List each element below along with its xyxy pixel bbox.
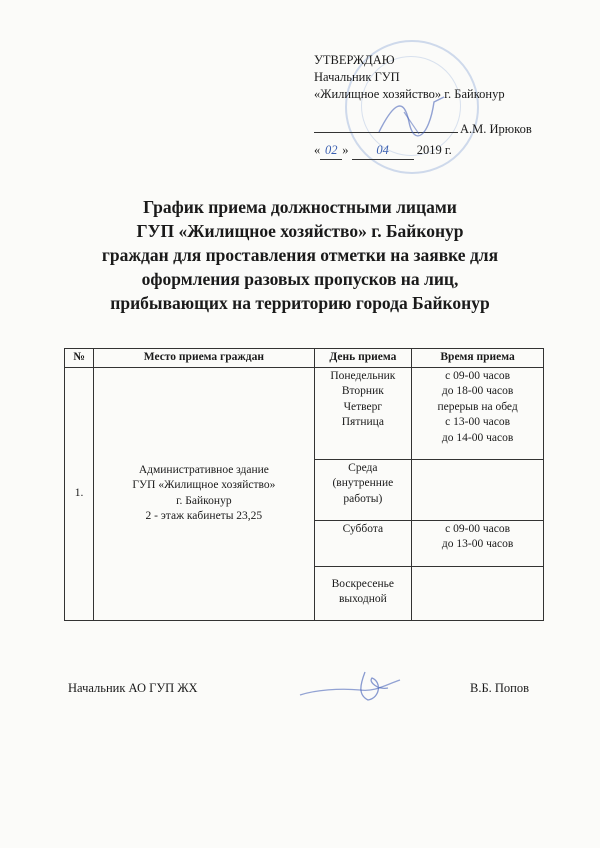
- approval-position: Начальник ГУП: [314, 70, 400, 84]
- table-header-row: [65, 349, 544, 368]
- schedule-table: [64, 348, 544, 621]
- row-number: 1.: [65, 367, 94, 620]
- reception-time: [412, 367, 544, 459]
- reception-days: [314, 367, 412, 459]
- table-row: [65, 367, 544, 459]
- time-line: до 13-00 часов: [441, 538, 514, 550]
- reception-time-empty: [412, 459, 544, 520]
- approval-signature-icon: [374, 92, 454, 142]
- approval-date: « 02 » 04 2019 г.: [314, 142, 452, 160]
- reception-days: [314, 566, 412, 620]
- day-line: Вторник: [341, 385, 384, 397]
- title-line-2: ГУП «Жилищное хозяйство» г. Байконур: [136, 221, 464, 241]
- title-line-3: граждан для проставления отметки на заявке для: [101, 245, 499, 265]
- reception-place: [94, 367, 314, 620]
- time-line: с 09-00 часов: [445, 369, 510, 382]
- day-line: Среда: [348, 461, 378, 474]
- time-line: до 18-00 часов: [441, 385, 514, 397]
- place-line: ГУП «Жилищное хозяйство»: [132, 479, 276, 491]
- day-line: Воскресенье: [331, 577, 395, 590]
- day-line: Понедельник: [330, 369, 396, 382]
- place-line: 2 - этаж кабинеты 23,25: [145, 510, 263, 522]
- header-place: Место приема граждан: [94, 349, 314, 368]
- time-line: до 14-00 часов: [441, 431, 514, 444]
- header-day: День приема: [314, 349, 412, 368]
- approval-signer-name: А.М. Ирюков: [460, 122, 532, 136]
- day-line: выходной: [338, 593, 387, 605]
- title-line-5: прибывающих на территорию города Байконур: [110, 293, 490, 313]
- footer-signature-icon: [290, 660, 410, 710]
- time-line: с 13-00 часов: [445, 416, 510, 428]
- approval-date-day: 02: [320, 142, 342, 160]
- day-line: (внутренние: [332, 477, 394, 489]
- approval-date-month: 04: [352, 142, 414, 160]
- day-line: Пятница: [341, 416, 384, 428]
- approval-heading: УТВЕРЖДАЮ: [314, 53, 395, 67]
- reception-time-empty: [412, 566, 544, 620]
- time-line: с 09-00 часов: [445, 522, 510, 535]
- header-num: №: [65, 349, 94, 368]
- footer-name: В.Б. Попов: [470, 681, 530, 695]
- reception-days: [314, 520, 412, 566]
- reception-time: [412, 520, 544, 566]
- approval-organization: «Жилищное хозяйство» г. Байконур: [314, 87, 505, 101]
- time-line: перерыв на обед: [437, 400, 518, 413]
- day-line: Суббота: [342, 522, 384, 535]
- approval-block: [314, 52, 532, 157]
- day-line: Четверг: [343, 400, 383, 413]
- day-line: работы): [343, 492, 383, 505]
- place-line: г. Байконур: [176, 494, 232, 507]
- title-line-4: оформления разовых пропусков на лиц,: [141, 269, 459, 289]
- place-line: Административное здание: [138, 463, 269, 476]
- footer-position: Начальник АО ГУП ЖХ: [68, 681, 198, 695]
- reception-days: [314, 459, 412, 520]
- title-line-1: График приема должностными лицами: [143, 197, 457, 217]
- approval-date-year: 2019 г.: [416, 143, 452, 157]
- header-time: Время приема: [412, 349, 544, 368]
- document-title: [40, 195, 560, 315]
